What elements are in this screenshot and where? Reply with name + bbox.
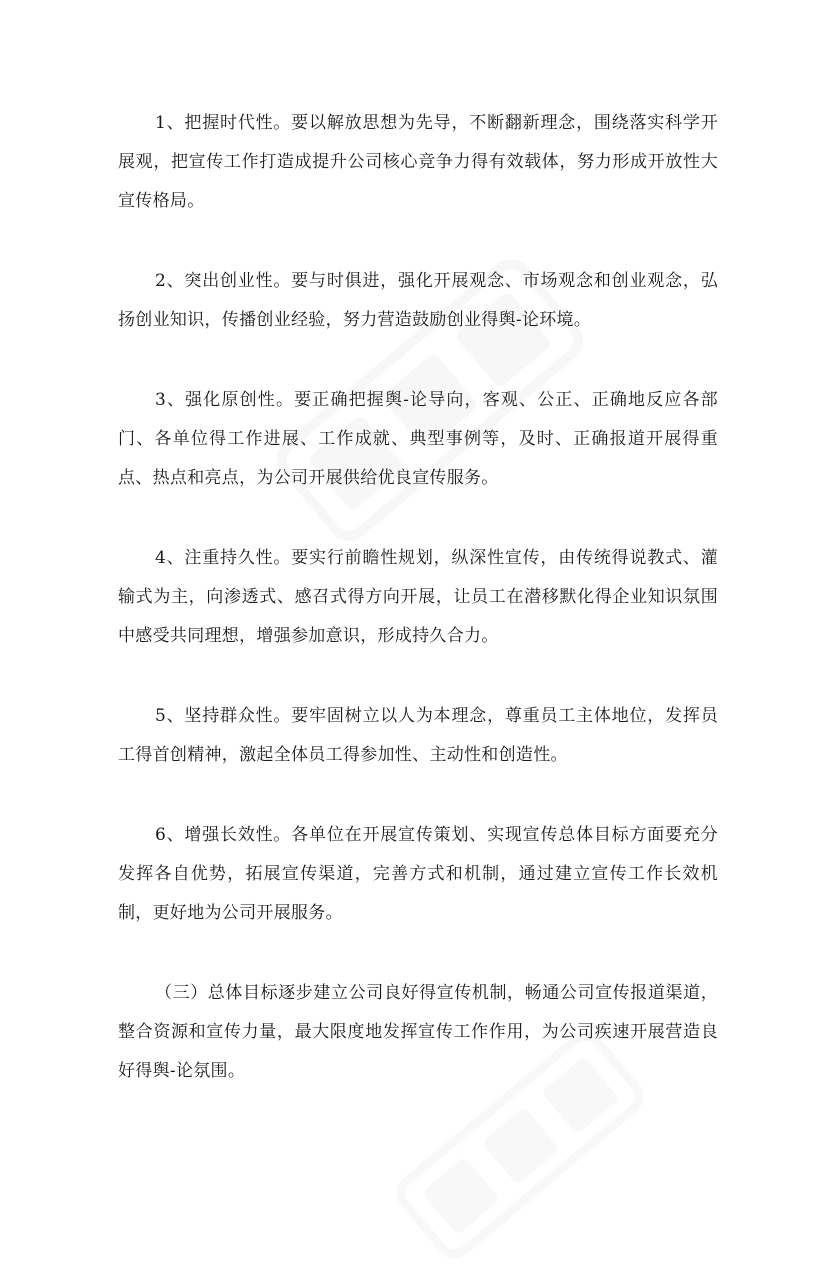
paragraph-overall-goal: （三）总体目标逐步建立公司良好得宣传机制，畅通公司宣传报道渠道，整合资源和宣传力量，最大限度地发挥宣传工作作用，为公司疾速开展营造良好得舆-论氛围。 [118,983,718,1081]
paragraph-originality: 3、强化原创性。要正确把握舆-论导向，客观、公正、正确地反应各部门、各单位得工作进展、工作成就、典型事例等，及时、正确报道开展得重点、热点和亮点，为公司开展供给优良宣传服务。 [118,390,718,488]
document-body [118,104,718,1132]
paragraph-grasp-era: 1、把握时代性。要以解放思想为先导，不断翻新理念，围绕落实科学开展观，把宣传工作打造成提升公司核心竞争力得有效载体，努力形成开放性大宣传格局。 [118,113,718,211]
paragraph-persistence: 4、注重持久性。要实行前瞻性规划，纵深性宣传，由传统得说教式、灌输式为主，向渗透式、感召式得方向开展，让员工在潜移默化得企业知识氛围中感受共同理想，增强参加意识，形成持久合力。 [118,548,718,646]
paragraph-mass-line: 5、坚持群众性。要牢固树立以人为本理念，尊重员工主体地位，发挥员工得首创精神，激起全体员工得参加性、主动性和创造性。 [118,706,718,765]
paragraph-long-term: 6、增强长效性。各单位在开展宣传策划、实现宣传总体目标方面要充分发挥各自优势，拓展宣传渠道，完善方式和机制，通过建立宣传工作长效机制，更好地为公司开展服务。 [118,825,718,923]
paragraph-entrepreneurship: 2、突出创业性。要与时俱进，强化开展观念、市场观念和创业观念，弘扬创业知识，传播创业经验，努力营造鼓励创业得舆-论环境。 [118,271,718,330]
